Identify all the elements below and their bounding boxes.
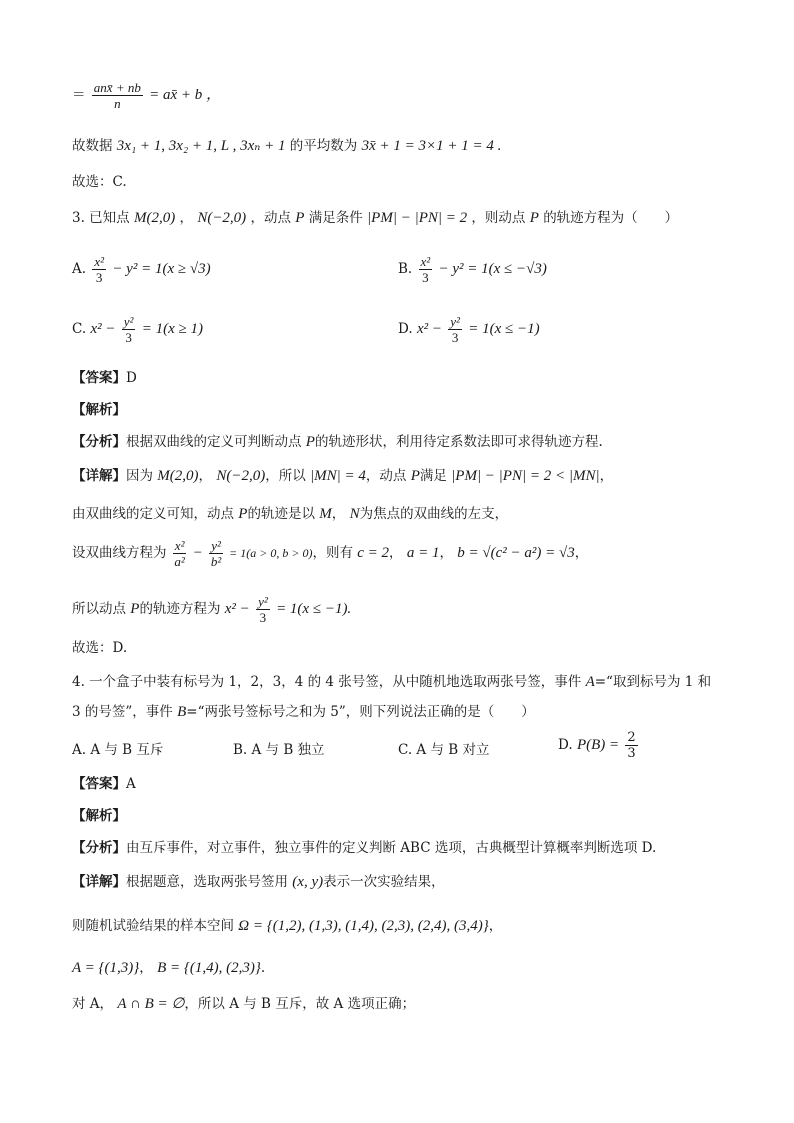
text-segment: 因为	[126, 468, 153, 484]
math-expr: |MN| = 4	[310, 468, 366, 484]
option-3d	[398, 314, 540, 345]
fraction-denominator: 3	[125, 330, 132, 345]
option-4d	[558, 730, 640, 761]
analysis-3	[72, 432, 603, 452]
eq-sign: ＝	[72, 87, 86, 103]
math-expr: = 1(x ≤ −1)	[468, 321, 540, 337]
fraction-denominator: 3	[451, 330, 459, 345]
fraction	[256, 594, 270, 625]
choice-conclusion-3: 故选：D.	[72, 640, 128, 656]
fraction-numerator: y²	[211, 538, 221, 553]
fraction-numerator: x²	[94, 254, 105, 269]
math-expr: − y² = 1(x ≤ −√3)	[438, 261, 547, 277]
fraction-numerator: y²	[123, 314, 134, 329]
answer-value: D	[126, 370, 137, 386]
math-expr: 3x̄ + 1 = 3×1 + 1 = 4 .	[361, 138, 502, 154]
detail-tag: 【详解】	[72, 468, 126, 484]
answer-4	[72, 774, 136, 794]
fraction-denominator: 3	[627, 746, 636, 761]
text-segment: =“两张号签标号之和为 5”，则下列说法正确的是（ ）	[186, 704, 535, 720]
math-expr: b = √(c² − a²) = √3	[457, 545, 575, 561]
fraction	[92, 254, 106, 285]
math-expr: x² −	[224, 601, 250, 617]
option-label: D.	[398, 321, 413, 337]
text-segment: 由双曲线的定义可知，动点	[72, 506, 234, 522]
option-label: A.	[72, 261, 87, 277]
text-segment: .	[260, 960, 266, 976]
fraction	[448, 314, 462, 345]
text-segment: 为焦点的双曲线的左支，	[359, 506, 509, 522]
detail-3-line-1: 【详解】因为 M(2,0)， N(−2,0)，所以 |MN| = 4，动点 P满足 |PM| − |PN| = 2 < |MN|，	[72, 468, 614, 484]
math-expr: N(−2,0)	[197, 210, 247, 226]
math-expr: P	[529, 210, 539, 226]
option-label: D.	[558, 737, 573, 753]
option-3b	[398, 254, 547, 285]
text-segment: 满足	[419, 468, 447, 484]
fraction	[122, 314, 136, 345]
math-expr: B	[177, 704, 187, 720]
text-segment: 4. 一个盒子中装有标号为 1，2，3，4 的 4 张号签，从中随机地选取两张号签，事件	[72, 674, 582, 690]
text-segment: ，则有	[312, 545, 353, 561]
analysis-heading-3	[72, 400, 126, 420]
detail-4-line-4	[72, 994, 415, 1014]
fraction	[419, 254, 433, 285]
math-expr: A = {(1,3)}	[72, 960, 140, 976]
text-segment: 的轨迹是以	[247, 506, 315, 522]
math-expr: P	[295, 210, 305, 226]
question-3: 3. 已知点 M(2,0) ， N(−2,0) ，动点 P 满足条件 |PM| − |PN| = 2 ，则动点 P 的轨迹方程为（ ）	[72, 210, 679, 226]
detail-3-line-3: 设双曲线方程为 $\frac{\text{x²}}{\text{a²}}$ − $\frac{\text{y²}}{\text{b²}}$ = 1(a > 0, b > 0)，则有 c = 2， a = 1， b = √(c² − a²) = √3，	[72, 538, 589, 569]
math-expr: A	[585, 674, 595, 690]
text-segment: =“取到标号为 1 和	[594, 674, 712, 690]
option-label: B.	[398, 261, 413, 277]
math-expr: P	[410, 468, 420, 484]
text-segment: 设双曲线方程为	[72, 545, 167, 561]
math-expr: = 1(x ≥ 1)	[141, 321, 203, 337]
text-segment: 3. 已知点	[72, 210, 130, 226]
option-label: C.	[72, 321, 87, 337]
detail-4-line-1	[72, 872, 445, 892]
answer-3	[72, 368, 137, 388]
text-segment: 所以动点	[72, 601, 126, 617]
option-4a: A. A 与 B 互斥	[72, 742, 164, 758]
question-4-line-1	[72, 672, 711, 692]
text-segment: 则随机试验结果的样本空间	[72, 918, 234, 934]
fraction-numerator: anx̄ + nb	[93, 80, 141, 95]
math-expr: x² −	[416, 321, 442, 337]
answer-value: A	[126, 776, 136, 792]
fraction-numerator: x²	[174, 538, 185, 553]
text-segment: ，动点	[365, 468, 407, 484]
fraction-denominator: 3	[95, 270, 103, 285]
text-segment: ，动点	[250, 210, 291, 226]
detail-3-line-4	[72, 594, 351, 625]
math-expr: − y² = 1(x ≥ √3)	[112, 261, 211, 277]
text-segment: 表示一次实验结果，	[323, 874, 445, 890]
math-expr: M(2,0)	[133, 210, 176, 226]
math-expr: = 1(a > 0, b > 0)	[229, 546, 313, 560]
analysis-tag: 【分析】	[72, 434, 126, 450]
text-segment: 根据双曲线的定义可判断动点	[126, 434, 302, 450]
detail-4-line-2	[72, 916, 502, 936]
analysis-4	[72, 838, 656, 858]
option-4c: C. A 与 B 对立	[398, 742, 490, 758]
fraction	[209, 538, 223, 569]
text-segment: ，	[139, 960, 153, 976]
fraction-numerator: y²	[258, 594, 268, 609]
text-segment: 的轨迹形状，利用待定系数法即可求得轨迹方程.	[314, 434, 603, 450]
text-segment: 的轨迹方程为	[139, 601, 221, 617]
text-segment: ，	[488, 918, 503, 934]
math-expr: a = 1	[406, 545, 440, 561]
fraction-numerator: 2	[627, 730, 636, 745]
text-segment: 故数据	[72, 138, 113, 154]
detail-tag: 【详解】	[72, 874, 126, 890]
text-segment: 满足条件	[308, 210, 363, 226]
fraction-denominator: 3	[422, 270, 429, 285]
math-expr: = 1(x ≤ −1).	[276, 601, 352, 617]
text-segment: ，	[331, 506, 346, 522]
math-expr: M(2,0)	[157, 468, 199, 484]
text-segment: 根据题意，选取两张号签用	[126, 874, 288, 890]
fraction	[625, 730, 637, 761]
text-segment: ，	[574, 545, 589, 561]
math-expr: B = {(1,4), (2,3)}	[157, 960, 261, 976]
math-expr: A ∩ B = ∅	[117, 996, 185, 1012]
math-expr: x² −	[90, 321, 116, 337]
fraction-mean	[92, 80, 143, 111]
math-expr: M	[319, 506, 332, 522]
fraction	[173, 538, 187, 569]
mean-statement	[72, 136, 501, 156]
analysis-heading-4	[72, 806, 126, 826]
math-expr: P(B) =	[576, 737, 620, 753]
choice-conclusion-2: 故选：C.	[72, 174, 127, 190]
equation-line-1	[72, 80, 221, 111]
fraction-denominator: n	[114, 96, 121, 111]
text-segment: 由互斥事件，对立事件，独立事件的定义判断 ABC 选项，古典概型计算概率判断选项 D.	[126, 840, 657, 856]
option-3c	[72, 314, 203, 345]
option-3a	[72, 254, 211, 285]
fraction-numerator: y²	[450, 314, 460, 329]
math-expr: |PM| − |PN| = 2 < |MN|	[451, 468, 600, 484]
math-expr: 3x₁ + 1, 3x₂ + 1, L , 3xₙ + 1	[116, 138, 286, 154]
detail-4-line-3	[72, 958, 265, 978]
answer-tag: 【答案】	[72, 776, 126, 792]
math-expr: N	[349, 506, 360, 522]
math-expr: |PM| − |PN| = 2	[367, 210, 468, 226]
fraction-denominator: a²	[174, 554, 185, 569]
answer-tag: 【答案】	[72, 370, 126, 386]
fraction-numerator: x²	[420, 254, 431, 269]
text-segment: 的平均数为	[289, 138, 358, 154]
fraction-denominator: b²	[210, 554, 222, 569]
text-segment: ，所以	[265, 468, 306, 484]
analysis-tag: 【分析】	[72, 840, 126, 856]
text-segment: ，	[599, 468, 614, 484]
analysis-tag: 【解析】	[72, 808, 126, 824]
fraction-denominator: 3	[259, 610, 267, 625]
text-segment: 对 A，	[72, 996, 114, 1012]
option-4b: B. A 与 B 独立	[233, 742, 325, 758]
question-4-line-2	[72, 702, 535, 722]
math-expr: (x, y)	[292, 874, 324, 890]
equation-rest: = ax̄ + b ，	[149, 87, 222, 103]
math-expr: P	[305, 434, 315, 450]
math-expr: c = 2	[357, 545, 390, 561]
text-segment: ，则动点	[471, 210, 526, 226]
math-expr: P	[130, 601, 140, 617]
text-segment: 3 的号签”，事件	[72, 704, 173, 720]
analysis-tag: 【解析】	[72, 402, 126, 418]
detail-3-line-2	[72, 504, 508, 524]
text-segment: 的轨迹方程为（ ）	[543, 210, 679, 226]
math-expr: Ω = {(1,2), (1,3), (1,4), (2,3), (2,4), (3,4)}	[238, 918, 489, 934]
text-segment: ，所以 A 与 B 互斥，故 A 选项正确；	[184, 996, 416, 1012]
math-expr: N(−2,0)	[216, 468, 266, 484]
math-expr: P	[238, 506, 248, 522]
